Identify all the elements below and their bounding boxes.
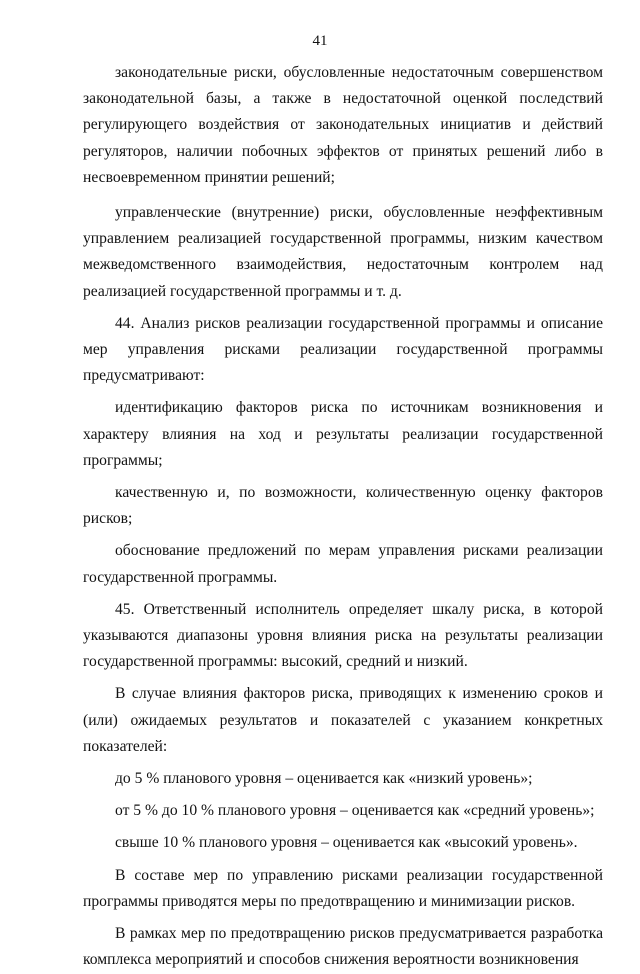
paragraph-low-level: до 5 % планового уровня – оценивается как «низкий уровень»;: [115, 770, 533, 788]
page-number: 41: [312, 33, 328, 49]
document-body: [83, 60, 603, 974]
paragraph-prevention: В рамках мер по предотвращению рисков предусматривается разработка комплекса мероприятий и способов снижения вероятности возникновения: [83, 925, 603, 969]
paragraph-high-level: свыше 10 % планового уровня – оценивается как «высокий уровень».: [115, 834, 578, 852]
paragraph-identification: идентификацию факторов риска по источникам возникновения и характеру влияния на ход и результаты реализации государственной программы;: [83, 399, 603, 469]
paragraph-item-44: 44. Анализ рисков реализации государственной программы и описание мер управления рисками реализации государственной программы предусматривают:: [83, 314, 603, 385]
paragraph-justification: обоснование предложений по мерам управления рисками реализации государственной программы.: [83, 542, 603, 586]
paragraph-item-45: 45. Ответственный исполнитель определяет шкалу риска, в которой указываются диапазоны уровня влияния риска на результаты реализации государственной программы: высокий, средний и низкий.: [83, 600, 603, 671]
paragraph-risk-measures: В составе мер по управлению рисками реализации государственной программы приводятся меры по предотвращению и минимизации рисков.: [83, 866, 603, 910]
paragraph-risk-factors: В случае влияния факторов риска, приводящих к изменению сроков и (или) ожидаемых результатов и показателей с указанием конкретных показателей:: [83, 685, 603, 755]
paragraph-managerial-risks: управленческие (внутренние) риски, обусловленные неэффективным управлением реализацией государственной программы, низким качеством межведомственного взаимодействия, недостаточным контролем над реализацией государственной программы и т. д.: [83, 204, 603, 300]
paragraph-assessment: качественную и, по возможности, количественную оценку факторов рисков;: [83, 484, 603, 528]
paragraph-legislative-risks: законодательные риски, обусловленные недостаточным совершенством законодательной базы, а также в недостаточной оценкой последствий регулирующего воздействия от законодательных инициатив и действий регуляторов, наличии побочных эффектов от принятых решений либо в несвоевременном принятии решений;: [83, 64, 603, 186]
paragraph-medium-level: от 5 % до 10 % планового уровня – оценивается как «средний уровень»;: [115, 802, 595, 820]
